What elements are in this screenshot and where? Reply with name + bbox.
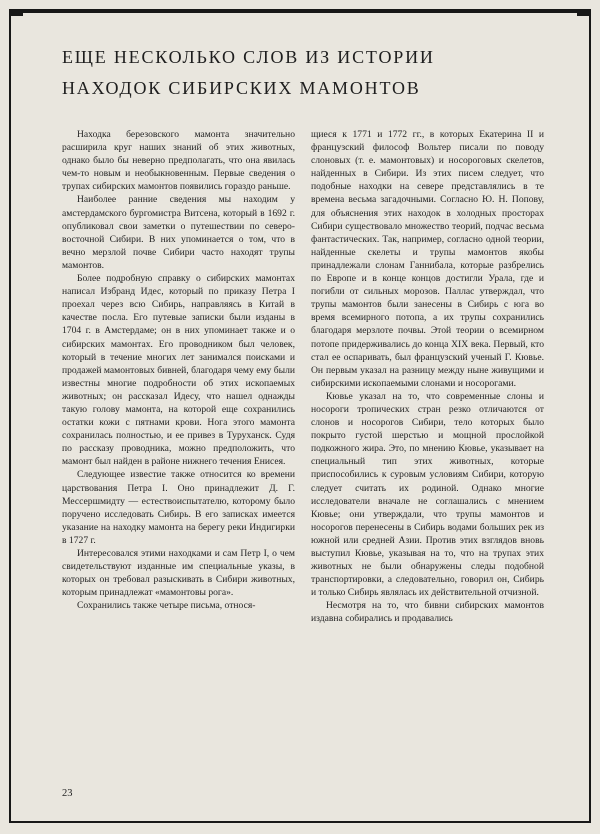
- text-columns: [62, 128, 544, 626]
- paragraph: Кювье указал на то, что современные слоны и носороги тропических стран резко отличаются от слонов и носорогов Сибири, тело которых было покрыто густой шерстью и мощной прослойкой подкожного жира. Это, по мнению Кювье, указывает на специальный тип этих животных, которые приспособились к суровым условиям Сибири, которую следует считать их родиной. Однако многие исследователи вначале не соглашались с мнением Кювье; они утверждали, что трупы мамонтов и носорогов перенесены в Сибирь водами больших рек из южной или средней Азии. Против этих взглядов вновь выступил Кювье, указывая на то, что на трупах этих животных не были обнаружены следы подобной транспортировки, а следовательно, говорил он, Сибирь и только Сибирь являлась их действительной отчизной.: [311, 390, 544, 599]
- page-title-line2: НАХОДОК СИБИРСКИХ МАМОНТОВ: [62, 78, 421, 98]
- page-title: [62, 42, 544, 104]
- paragraph: Более подробную справку о сибирских мамонтах написал Избранд Идес, который по приказу Петра I проехал через всю Сибирь, направляясь в Китай в качестве посла. Его путевые записки были изданы в 1704 г. в Амстердаме; он в них упоминает также и о сибирских мамонтах. Его проводником был человек, который в течение многих лет занимался поисками и продажей мамонтовых бивней, благодаря чему ему были известны многие подробности об этих ископаемых животных; он рассказал Идесу, что нашел однажды такую голову мамонта, на которой еще сохранились остатки кожи с пятнами крови. Нога этого мамонта сохранилась полностью, и ее привез в Туруханск. Судя по рассказу проводника, можно предположить, что мамонт был найден в районе нижнего течения Енисея.: [62, 273, 295, 468]
- paragraph: Несмотря на то, что бивни сибирских мамонтов издавна собирались и продавались: [311, 600, 544, 625]
- paragraph: Наиболее ранние сведения мы находим у амстердамского бургомистра Витсена, который в 1692 г. опубликовал свои заметки о путешествии по северо-восточной Сибири. В них упоминается о том, что в вечно мерзлой почве Сибири часто находят трупы мамонтов.: [62, 194, 295, 271]
- paragraph: Находка березовского мамонта значительно расширила круг наших знаний об этих животных, однако было бы неверно предполагать, что она явилась чем-то новым и необыкновенным. Первые сведения о трупах сибирских мамонтов появились гораздо раньше.: [62, 129, 295, 193]
- page-title-line1: ЕЩЕ НЕСКОЛЬКО СЛОВ ИЗ ИСТОРИИ: [62, 47, 435, 67]
- paragraph: Сохранились также четыре письма, относя-: [77, 600, 256, 612]
- left-column: [62, 128, 295, 626]
- right-column: [311, 128, 544, 626]
- paragraph: Интересовался этими находками и сам Петр I, о чем свидетельствуют изданные им специальные указы, в которых он требовал разыскивать в Сибири животных, которым принадлежат «мамонтовы рога».: [62, 548, 295, 599]
- paragraph-continuation: щиеся к 1771 и 1772 гг., в которых Екатерина II и французский философ Вольтер писали по поводу слоновых (т. е. мамонтовых) и носороговых скелетов, найденных в Сибири. Из этих писем следует, что подобные находки на севере представлялись в те времена весьма загадочными. Согласно Ю. Н. Попову, для объяснения этих находок в холодных просторах Сибири существовало множество теорий, подчас весьма фантастических. Так, например, согласно одной теории, найденные скелеты и трупы мамонтов якобы принадлежали слонам Ганнибала, которые разбрелись по Европе и в конце концов достигли Урала, где и погибли от сильных морозов. Паллас утверждал, что трупы мамонтов были занесены в Сибирь с юга во время всемирного потопа, а их трупы сохранились благодаря мерзлоте почвы. Этой теории о всемирном потопе придерживались до конца XIX века. Первый, кто стал ее оспаривать, был французский ученый Г. Кювье. Он первым указал на разницу между ныне живущими и сибирскими ископаемыми слонами и носорогами.: [311, 129, 544, 389]
- paragraph: Следующее известие также относится ко времени царствования Петра I. Оно принадлежит Д. Г. Мессершмидту — естествоиспытателю, которому было поручено исследовать Сибирь. В его записках имеется указание на находку мамонта на берегу реки Индигирки в 1727 г.: [62, 469, 295, 546]
- page-number: 23: [62, 788, 73, 799]
- page-content: [62, 42, 544, 626]
